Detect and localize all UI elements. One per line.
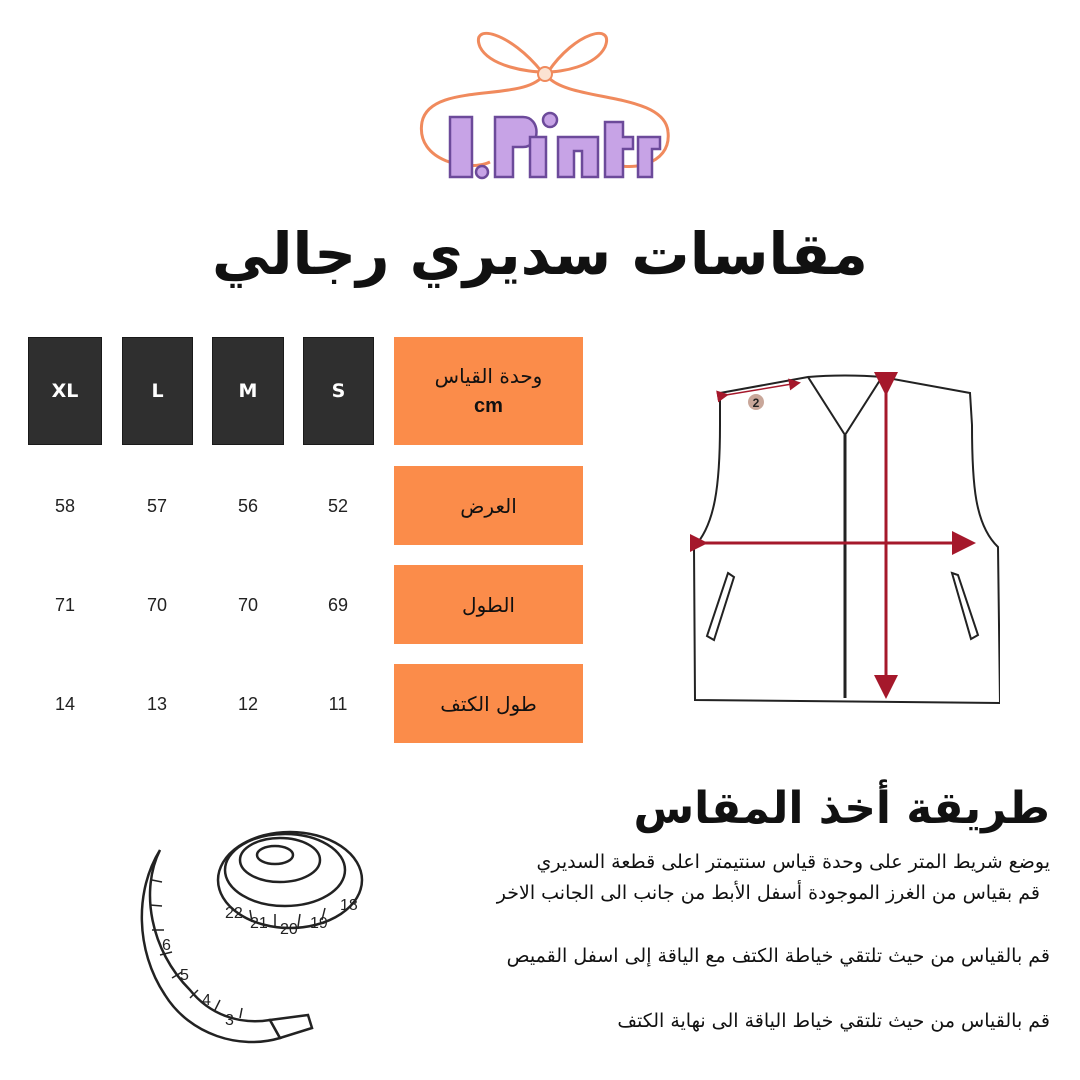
cell-shoulder-l: 13 [146, 694, 168, 714]
unit-value: cm [474, 395, 503, 417]
unit-label-cell [394, 337, 583, 445]
tape-number-21: 21 [250, 915, 268, 932]
size-header-xl: XL [28, 337, 102, 445]
instruction-line-4: قم بالقياس من حيث تلتقي خياط الياقة الى نهاية الكتف [617, 1010, 1050, 1032]
cell-length-s: 69 [327, 595, 349, 615]
tape-number-22: 22 [225, 905, 243, 922]
tape-number-18: 18 [340, 897, 358, 914]
instruction-line-2: قم بقياس من الغرز الموجودة أسفل الأبط من جانب الى الجانب الاخر [496, 882, 1040, 904]
size-header-l: L [122, 337, 193, 445]
tape-number-5: 5 [180, 967, 189, 984]
cell-width-l: 57 [146, 496, 168, 516]
brand-logo [410, 22, 680, 202]
tape-number-4: 4 [202, 992, 211, 1009]
how-to-title: طريقة أخذ المقاس [633, 783, 1050, 834]
tape-number-19: 19 [310, 915, 328, 932]
size-header-m: M [212, 337, 284, 445]
cell-length-m: 70 [237, 595, 259, 615]
page-title: مقاسات سديري رجالي [212, 220, 868, 288]
size-header-s: S [303, 337, 374, 445]
cell-width-m: 56 [237, 496, 259, 516]
row-label-length: الطول [394, 565, 583, 644]
cell-length-xl: 71 [54, 595, 76, 615]
measure-marker-label: 2 [752, 396, 760, 410]
instruction-line-1: يوضع شريط المتر على وحدة قياس سنتيمتر اعلى قطعة السديري [536, 851, 1050, 873]
cell-length-l: 70 [146, 595, 168, 615]
cell-shoulder-xl: 14 [54, 694, 76, 714]
vest-diagram [690, 365, 1000, 710]
row-label-width: العرض [394, 466, 583, 545]
row-label-shoulder: طول الكتف [394, 664, 583, 743]
tape-number-3: 3 [225, 1012, 234, 1029]
cell-shoulder-s: 11 [328, 694, 348, 714]
cell-width-s: 52 [327, 496, 349, 516]
cell-shoulder-m: 12 [237, 694, 259, 714]
tape-number-6: 6 [162, 937, 171, 954]
tape-number-20: 20 [280, 921, 298, 938]
cell-width-xl: 58 [54, 496, 76, 516]
unit-label: وحدة القياس [434, 364, 543, 388]
instruction-line-3: قم بالقياس من حيث تلتقي خياطة الكتف مع الياقة إلى اسفل القميص [506, 945, 1050, 967]
measuring-tape-icon [130, 810, 370, 1055]
